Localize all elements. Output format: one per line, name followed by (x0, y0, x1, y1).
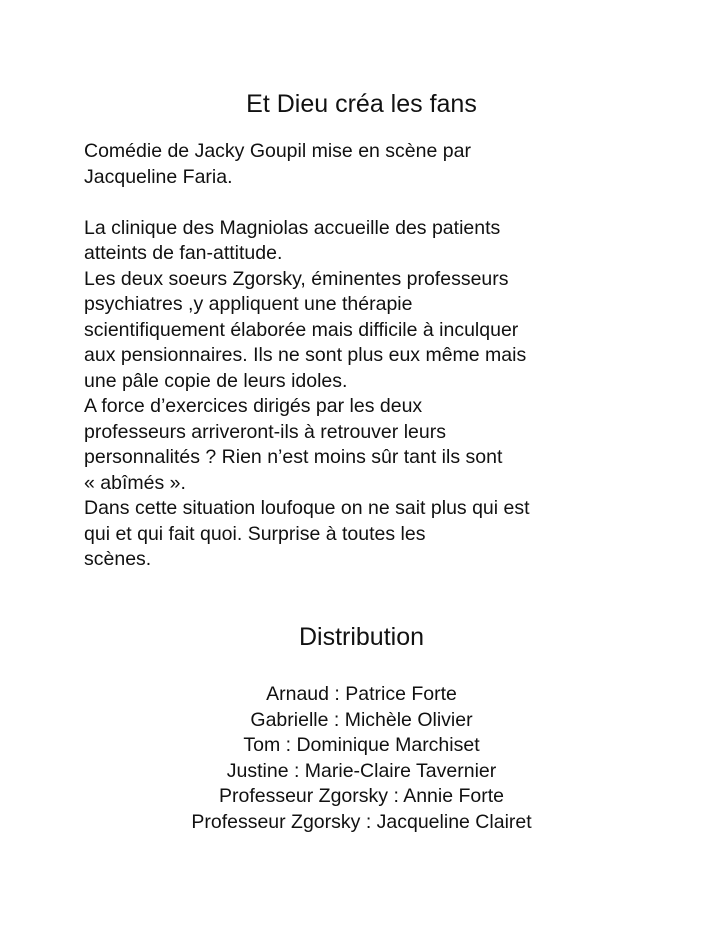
text-line: professeurs arriveront-ils à retrouver leurs (84, 420, 446, 443)
text-line: A force d’exercices dirigés par les deux (84, 395, 423, 417)
cast-member: Arnaud : Patrice Forte (266, 683, 457, 705)
cast-member: Justine : Marie-Claire Tavernier (226, 759, 497, 782)
cast-member: Tom : Dominique Marchiset (243, 734, 480, 756)
text-line: personnalités ? Rien n’est moins sûr tant ils sont (84, 446, 503, 468)
text-line: scènes. (84, 548, 152, 570)
cast-member: Gabrielle : Michèle Olivier (250, 708, 473, 731)
cast-member: Professeur Zgorsky : Jacqueline Clairet (191, 810, 532, 833)
cast-member: Professeur Zgorsky : Annie Forte (218, 785, 505, 807)
text-line: Jacqueline Faria. (84, 165, 233, 188)
text-line: Dans cette situation loufoque on ne sait plus qui est (84, 497, 530, 519)
document-title: Et Dieu créa les fans (246, 90, 477, 118)
synopsis-text (84, 139, 684, 573)
text-line: qui et qui fait quoi. Surprise à toutes les (84, 522, 426, 545)
cast-list (0, 682, 723, 835)
text-line: aux pensionnaires. Ils ne sont plus eux même mais (84, 344, 527, 366)
text-line: La clinique des Magniolas accueille des patients (84, 216, 501, 239)
blank-line (84, 190, 684, 216)
text-line: atteints de fan-attitude. (84, 242, 283, 264)
text-line: Les deux soeurs Zgorsky, éminentes professeurs (84, 267, 509, 290)
text-line: Comédie de Jacky Goupil mise en scène par (84, 140, 471, 162)
text-line: « abîmés ». (84, 471, 186, 494)
text-line: une pâle copie de leurs idoles. (84, 369, 348, 392)
text-line: scientifiquement élaborée mais difficile à inculquer (84, 318, 519, 341)
distribution-heading: Distribution (298, 623, 425, 651)
text-line: psychiatres ,y appliquent une thérapie (84, 293, 413, 315)
